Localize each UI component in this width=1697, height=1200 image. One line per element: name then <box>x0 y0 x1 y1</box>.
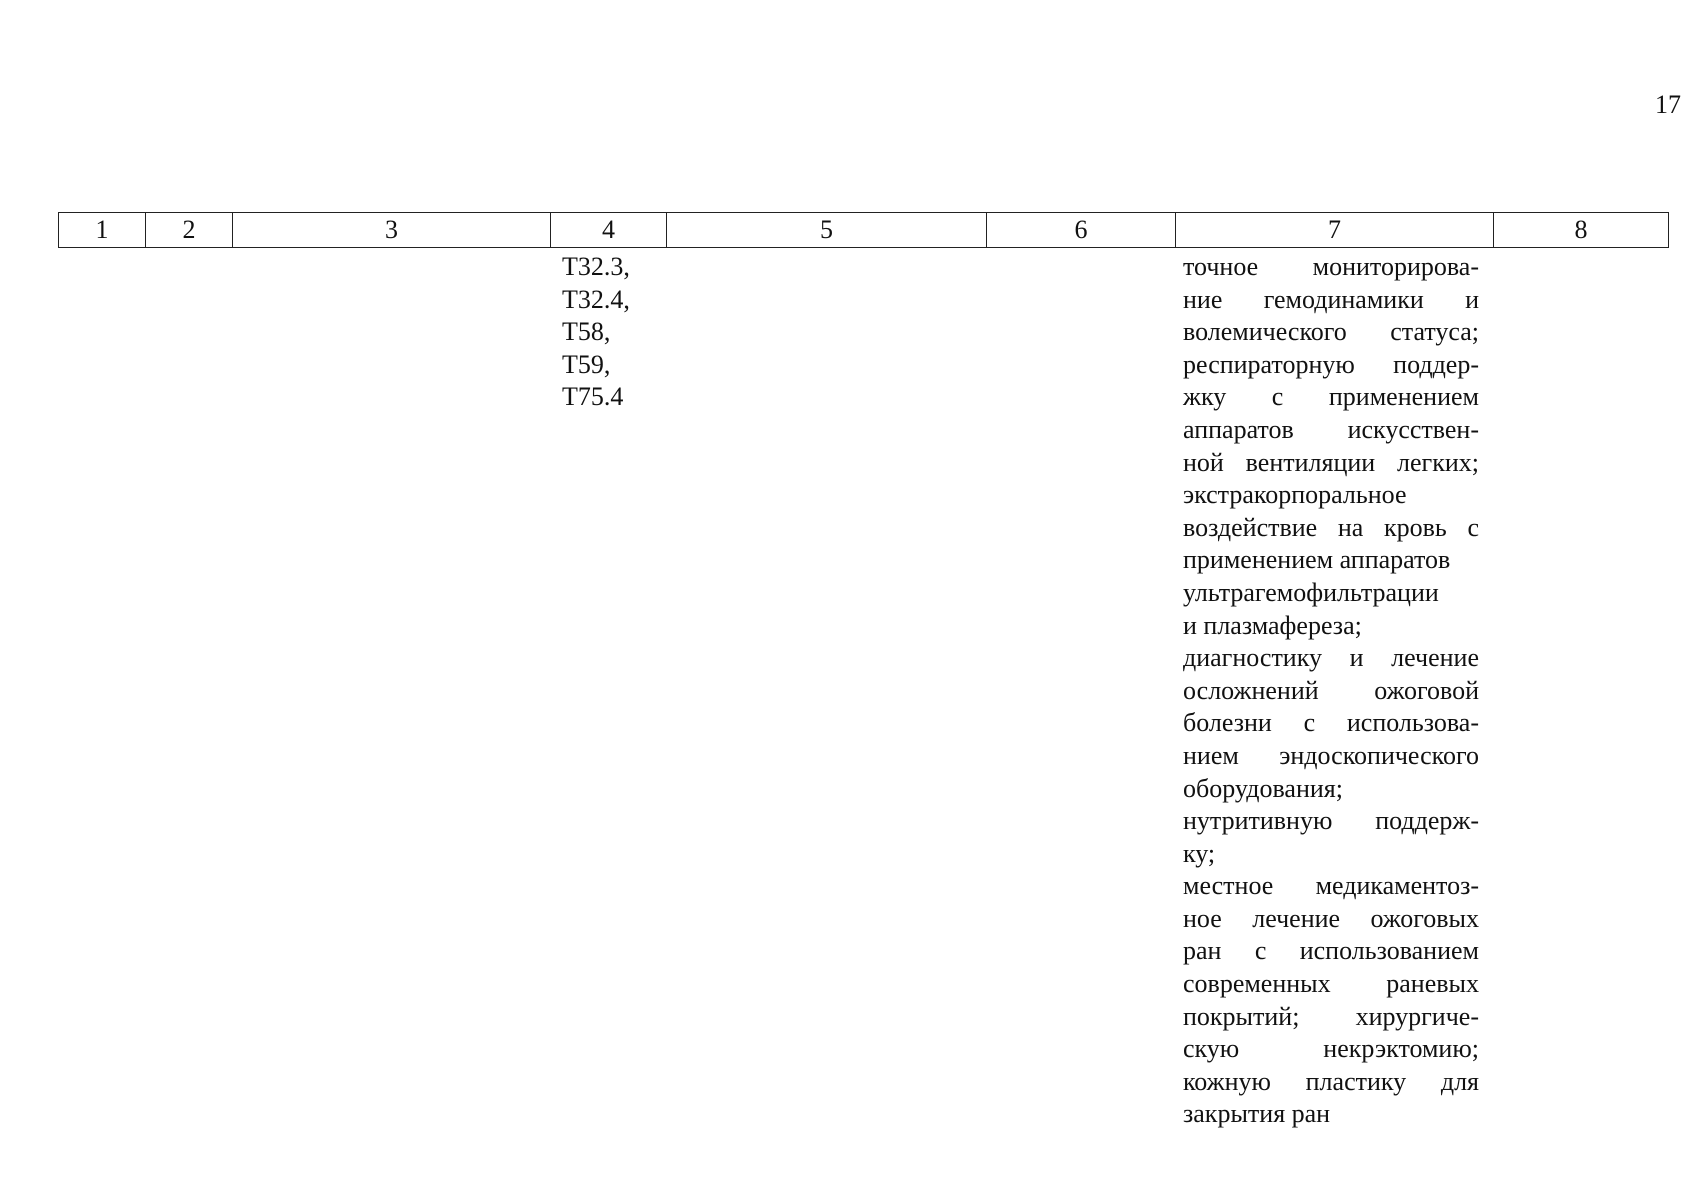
treatment-line: ние гемодинамики и <box>1183 284 1479 314</box>
column-header-6: 6 <box>987 213 1176 248</box>
treatment-line: кожную пластику для <box>1183 1066 1479 1096</box>
treatment-line: ной вентиляции легких; <box>1183 447 1479 477</box>
treatment-line: ультрагемофильтрации <box>1183 577 1439 607</box>
column-header-2: 2 <box>146 213 233 248</box>
treatment-line: воздействие на кровь с <box>1183 512 1479 542</box>
treatment-line: жку с применением <box>1183 382 1479 412</box>
diagnosis-code: T32.4, <box>562 284 630 314</box>
treatment-line: оборудования; <box>1183 773 1343 803</box>
treatment-line: покрытий; хирургиче- <box>1183 1001 1479 1031</box>
column-header-5: 5 <box>667 213 987 248</box>
treatment-line: точное мониторирова- <box>1183 252 1479 281</box>
treatment-line: современных раневых <box>1183 969 1479 999</box>
treatment-line: ку; <box>1183 838 1216 868</box>
treatment-line: респираторную поддер- <box>1183 349 1479 379</box>
treatment-line: нутритивную поддерж- <box>1183 806 1479 836</box>
treatment-line: экстракорпоральное <box>1183 480 1407 510</box>
treatment-line: скую некрэктомию; <box>1183 1034 1479 1064</box>
treatment-line: применением аппаратов <box>1183 545 1451 575</box>
table-header <box>58 212 1669 248</box>
column-header-8: 8 <box>1494 213 1669 248</box>
page-number: 17 <box>1655 90 1681 119</box>
column-7-treatment-text <box>1183 251 1479 1131</box>
diagnosis-code: T58, <box>562 317 611 347</box>
treatment-line: аппаратов искусствен- <box>1183 414 1479 444</box>
column-header-4: 4 <box>551 213 667 248</box>
column-4-codes <box>562 251 630 414</box>
column-header-1: 1 <box>59 213 146 248</box>
treatment-line: нием эндоскопического <box>1183 740 1479 770</box>
diagnosis-code: T32.3, <box>562 252 630 281</box>
treatment-line: диагностику и лечение <box>1183 643 1479 673</box>
column-header-7: 7 <box>1176 213 1494 248</box>
treatment-line: и плазмафереза; <box>1183 610 1362 640</box>
treatment-line: болезни с использова- <box>1183 708 1479 738</box>
column-header-3: 3 <box>233 213 551 248</box>
treatment-line: местное медикаментоз- <box>1183 871 1479 901</box>
treatment-line: осложнений ожоговой <box>1183 675 1479 705</box>
diagnosis-code: T75.4 <box>562 382 624 412</box>
diagnosis-code: T59, <box>562 349 611 379</box>
treatment-line: закрытия ран <box>1183 1099 1331 1129</box>
treatment-line: ное лечение ожоговых <box>1183 903 1479 933</box>
treatment-line: волемического статуса; <box>1183 317 1479 347</box>
treatment-line: ран с использованием <box>1183 936 1479 966</box>
